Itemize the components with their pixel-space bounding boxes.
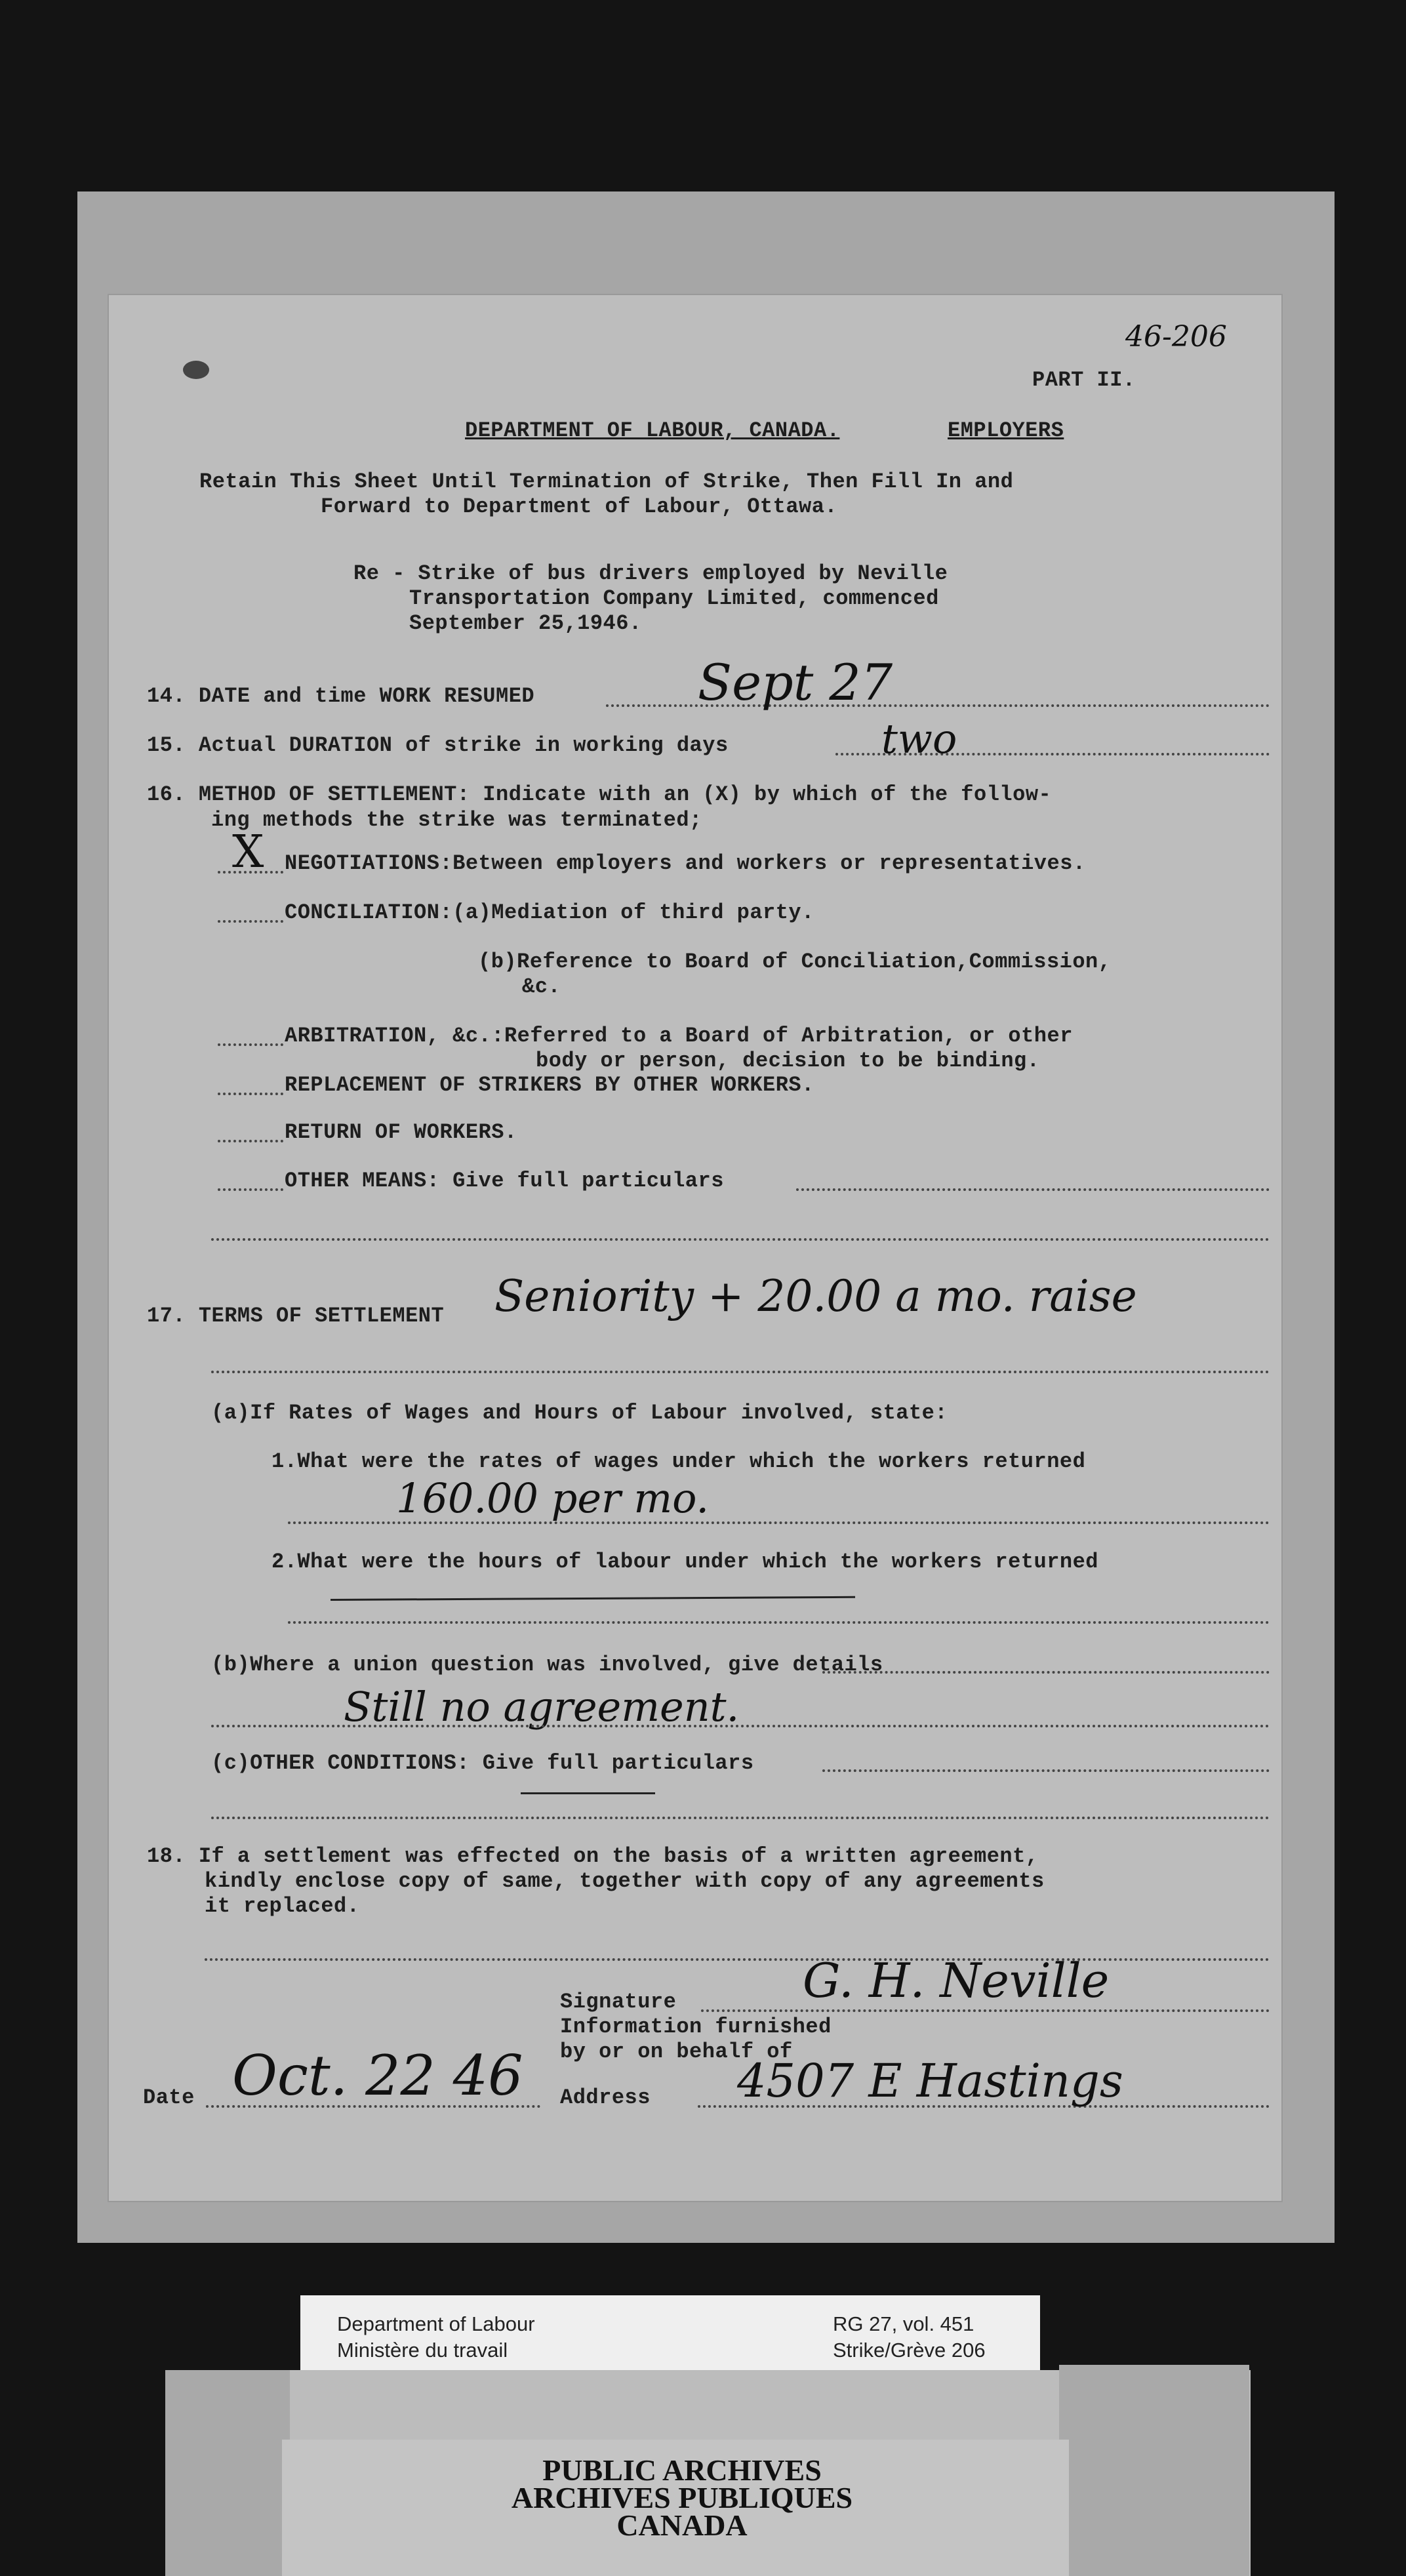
conciliation-option-a: CONCILIATION:(a)Mediation of third party. xyxy=(285,900,814,925)
conciliation-option-b-2: &c. xyxy=(522,975,561,999)
other-means-line-2 xyxy=(211,1238,1270,1241)
re-line-2: Transportation Company Limited, commenced xyxy=(409,586,939,611)
stamp-tab-left xyxy=(165,2370,290,2576)
q17a2-label: 2.What were the hours of labour under which the workers returned xyxy=(271,1550,1098,1574)
q17a-label: (a)If Rates of Wages and Hours of Labour involved, state: xyxy=(211,1401,948,1425)
address-label: Address xyxy=(560,2085,651,2110)
address-value: 4507 E Hastings xyxy=(737,2054,1123,2108)
stamp-line-1: PUBLIC ARCHIVES xyxy=(542,2453,822,2487)
instruction-line-2: Forward to Department of Labour, Ottawa. xyxy=(321,494,838,519)
stamp-line-3: CANADA xyxy=(616,2508,748,2542)
part-label: PART II. xyxy=(1032,368,1136,392)
other-means-fill xyxy=(218,1188,283,1191)
q17a1-label: 1.What were the rates of wages under which the workers returned xyxy=(271,1449,1086,1474)
negotiations-x-mark: X xyxy=(232,826,264,878)
q18-line-2: kindly enclose copy of same, together with copy of any agreements xyxy=(205,1869,1045,1893)
q17a1-fill-line xyxy=(288,1521,1270,1524)
record-group: RG 27, vol. 451 xyxy=(833,2312,974,2335)
instruction-line-1: Retain This Sheet Until Termination of Strike, Then Fill In and xyxy=(199,470,1014,494)
date-value: Oct. 22 46 xyxy=(232,2043,523,2108)
q18-line-1: 18. If a settlement was effected on the basis of a written agreement, xyxy=(147,1844,1039,1868)
employers-heading: EMPLOYERS xyxy=(948,418,1064,443)
other-means-line-1 xyxy=(796,1188,1270,1191)
re-line-1: Re - Strike of bus drivers employed by Neville xyxy=(353,561,948,586)
q17c-fill-line-1 xyxy=(822,1769,1270,1772)
file-number: 46-206 xyxy=(1125,320,1227,353)
q17b-label: (b)Where a union question was involved, give details xyxy=(211,1653,883,1677)
q17a2-blank-stroke xyxy=(331,1596,855,1601)
arbitration-option-1: ARBITRATION, &c.:Referred to a Board of Arbitration, or other xyxy=(285,1024,1073,1048)
conciliation-fill xyxy=(218,920,283,923)
form-sheet xyxy=(108,294,1283,2202)
info-furnished-line-2: by or on behalf of xyxy=(560,2040,793,2064)
arbitration-fill xyxy=(218,1043,283,1046)
other-means-option: OTHER MEANS: Give full particulars xyxy=(285,1169,724,1193)
stamp-tab-right xyxy=(1059,2365,1249,2576)
department-heading: DEPARTMENT OF LABOUR, CANADA. xyxy=(465,418,840,443)
q18-fill-line xyxy=(205,1958,1270,1961)
q14-label: 14. DATE and time WORK RESUMED xyxy=(147,684,535,708)
replacement-option: REPLACEMENT OF STRIKERS BY OTHER WORKERS. xyxy=(285,1073,814,1097)
signature-label: Signature xyxy=(560,1990,677,2014)
signature-line xyxy=(701,2009,1270,2012)
strike-number: Strike/Grève 206 xyxy=(833,2339,986,2362)
q18-line-3: it replaced. xyxy=(205,1894,360,1918)
info-furnished-line-1: Information furnished xyxy=(560,2015,832,2039)
re-line-3: September 25,1946. xyxy=(409,611,642,635)
return-option: RETURN OF WORKERS. xyxy=(285,1120,517,1144)
q15-label: 15. Actual DURATION of strike in working days xyxy=(147,733,729,757)
q17-answer: Seniority + 20.00 a mo. raise xyxy=(494,1271,1137,1321)
department-en: Department of Labour xyxy=(337,2312,535,2335)
negotiations-option: NEGOTIATIONS:Between employers and workers or representatives. xyxy=(285,851,1086,875)
q17b-fill-line-1 xyxy=(822,1671,1270,1674)
q17c-blank-stroke xyxy=(521,1792,655,1794)
q17b-fill-line-2 xyxy=(211,1725,1270,1727)
q16-line-2: ing methods the strike was terminated; xyxy=(211,808,702,832)
q14-answer: Sept 27 xyxy=(698,653,893,712)
q17-fill-line xyxy=(211,1371,1270,1373)
q17-label: 17. TERMS OF SETTLEMENT xyxy=(147,1304,445,1328)
date-label: Date xyxy=(143,2085,195,2110)
q16-line-1: 16. METHOD OF SETTLEMENT: Indicate with an (X) by which of the follow- xyxy=(147,782,1052,807)
q17a2-fill-line xyxy=(288,1621,1270,1624)
return-fill xyxy=(218,1140,283,1142)
q17c-fill-line-2 xyxy=(211,1817,1270,1819)
arbitration-option-2: body or person, decision to be binding. xyxy=(536,1049,1040,1073)
ink-spot xyxy=(183,361,209,379)
department-fr: Ministère du travail xyxy=(337,2339,508,2362)
q15-answer: two xyxy=(881,715,957,763)
conciliation-option-b-1: (b)Reference to Board of Conciliation,Commission, xyxy=(478,950,1112,974)
signature-value: G. H. Neville xyxy=(803,1953,1110,2008)
replacement-fill xyxy=(218,1093,283,1095)
stamp-line-2: ARCHIVES PUBLIQUES xyxy=(511,2481,853,2514)
q17b-answer: Still no agreement. xyxy=(344,1683,740,1731)
q17c-label: (c)OTHER CONDITIONS: Give full particulars xyxy=(211,1751,754,1775)
q17a1-answer: 160.00 per mo. xyxy=(396,1474,710,1522)
